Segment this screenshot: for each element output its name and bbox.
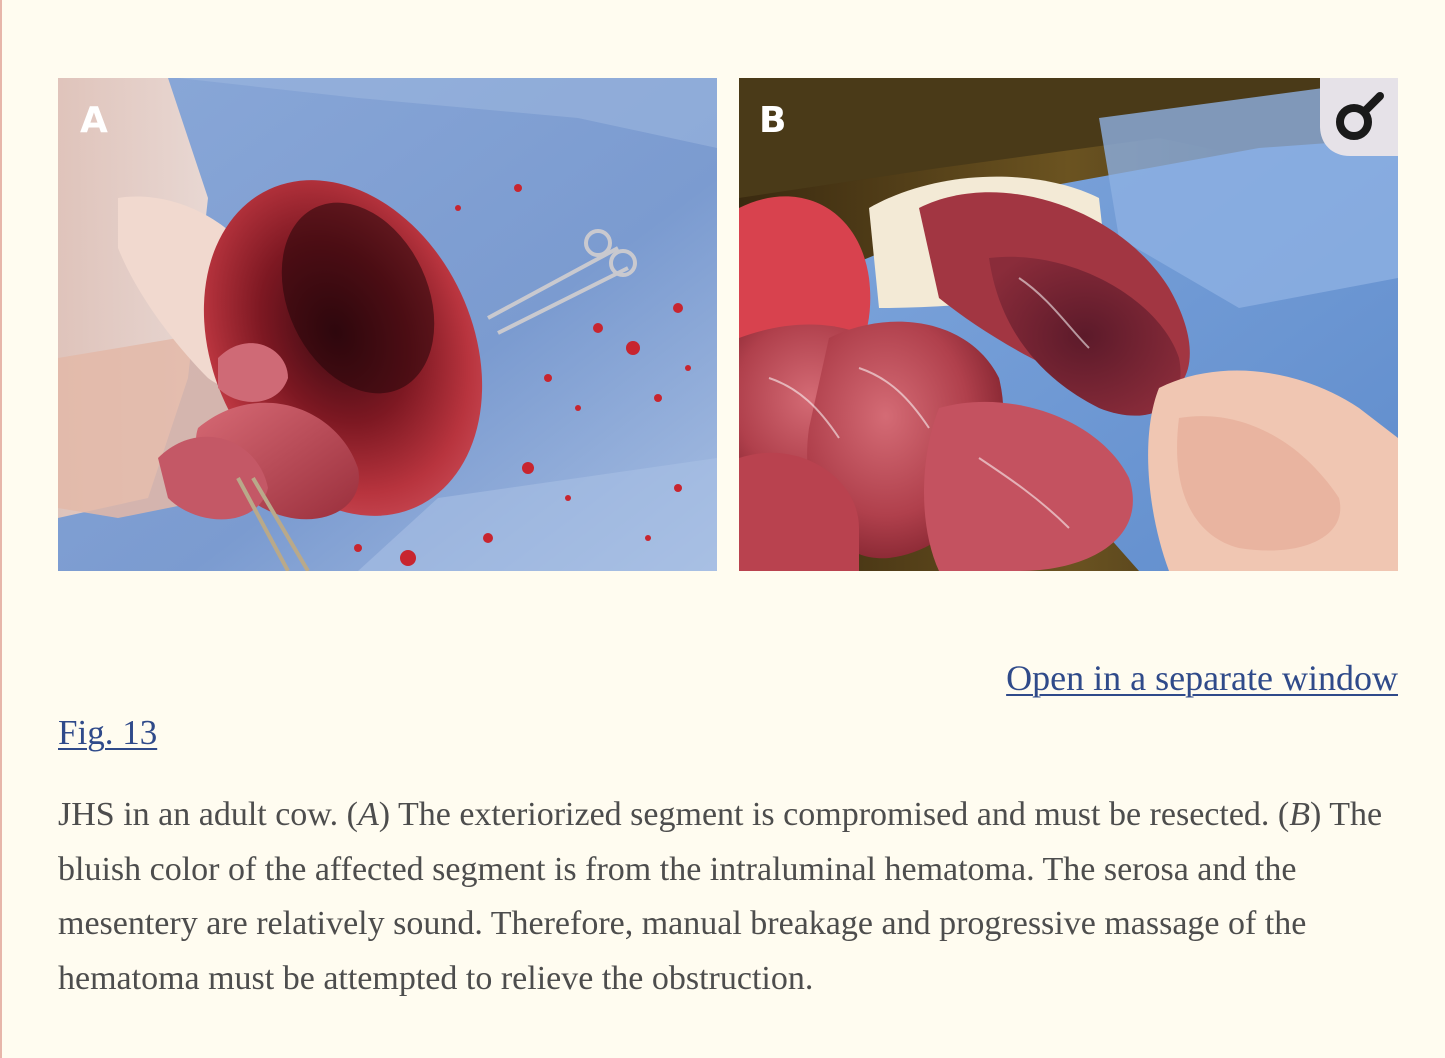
panel-b-photo[interactable] [739, 78, 1398, 571]
caption-ref-b: B [1289, 796, 1311, 833]
figure-caption [58, 788, 1398, 1006]
caption-ref-a: A [357, 796, 379, 833]
magnifier-icon [1320, 78, 1398, 156]
panel-a-letter: A [80, 100, 108, 141]
zoom-magnifier-button[interactable] [1320, 78, 1398, 156]
panel-b-letter: B [759, 100, 787, 141]
caption-text-3: ) The bluish color of the affected segment is from the intraluminal hematoma. The serosa and the mesentery are relatively sound. Therefore, manual breakage and progressive massage of the hematoma must be attempted to relieve the obstruction. [58, 796, 1383, 997]
caption-text-2: ) The exteriorized segment is compromised and must be resected. ( [378, 796, 1290, 833]
figure-label-link[interactable]: Fig. 13 [58, 713, 158, 752]
caption-text-1: JHS in an adult cow. ( [58, 796, 358, 833]
figure-13-image[interactable] [58, 78, 1398, 571]
left-border-rule [0, 0, 2, 1058]
open-in-separate-window-link[interactable]: Open in a separate window [1006, 658, 1398, 698]
panel-a-photo[interactable] [58, 78, 717, 571]
